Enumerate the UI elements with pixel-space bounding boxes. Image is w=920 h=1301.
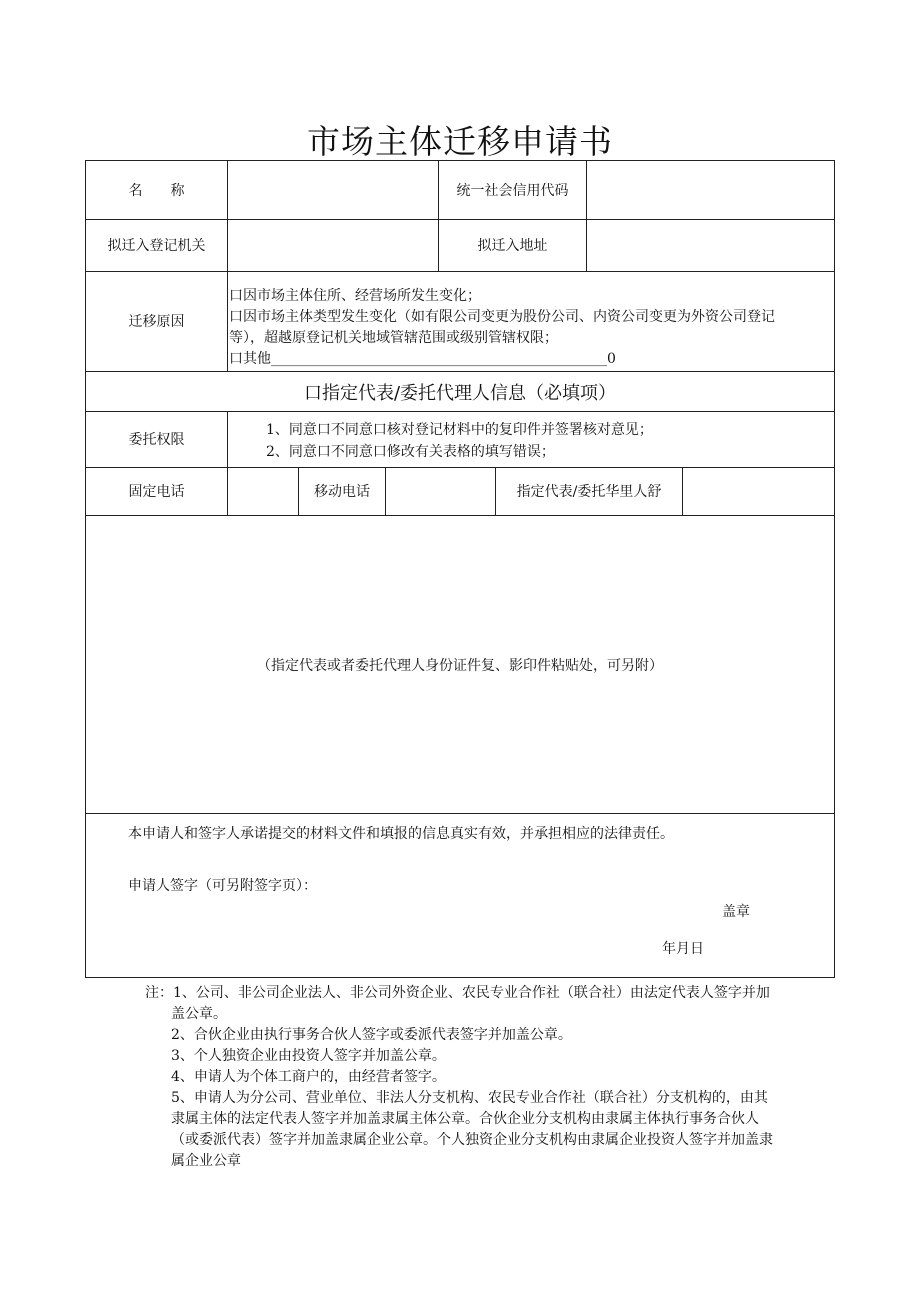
page-title: 市场主体迁移申请书: [307, 122, 613, 161]
id-paste-area-note: （指定代表或者委托代理人身份证件复、影印件粘贴处，可另附）: [257, 658, 663, 674]
designated-label: 指定代表/委托华里人舒: [516, 484, 662, 500]
name-field[interactable]: [228, 161, 438, 219]
notes: [145, 983, 837, 1172]
reason-option-address[interactable]: 口因市场主体住所、经营场所发生变化；: [229, 288, 481, 304]
credit-code-field[interactable]: [587, 161, 834, 219]
agent-section-title: 口指定代表/委托代理人信息（必填项）: [303, 383, 617, 404]
reason-label: 迁移原因: [128, 314, 185, 330]
row-divider: [86, 515, 834, 516]
pledge-statement: 本申请人和签字人承诺提交的材料文件和填报的信息真实有效，并承担相应的法律责任。: [128, 826, 674, 842]
designated-field[interactable]: [683, 467, 834, 515]
stamp-label: 盖章: [722, 904, 750, 920]
target-authority-field[interactable]: [228, 219, 438, 271]
note-5-cont: 属企业公章: [171, 1153, 241, 1169]
target-authority-label: 拟迁入登记机关: [107, 238, 206, 254]
note-5: 5、申请人为分公司、营业单位、非法人分支机构、农民专业合作社（联合社）分支机构的，由其: [171, 1090, 768, 1106]
note-5-cont: 隶属主体的法定代表人签字并加盖隶属主体公章。合伙企业分支机构由隶属主体执行事务合伙人: [171, 1111, 759, 1127]
note-2: 2、合伙企业由执行事务合伙人签字或委派代表签字并加盖公章。: [171, 1027, 572, 1043]
target-address-label: 拟迁入地址: [477, 238, 548, 254]
delegation-options: [266, 419, 653, 463]
target-address-field[interactable]: [587, 219, 834, 271]
note-5-cont: （或委派代表）签字并加盖隶属企业公章。个人独资企业分支机构由隶属企业投资人签字并加盖隶: [171, 1132, 773, 1148]
landline-label: 固定电话: [128, 484, 185, 500]
row-divider: [86, 813, 834, 814]
mobile-field[interactable]: [386, 467, 495, 515]
reason-option-type[interactable]: 口因市场主体类型发生变化（如有限公司变更为股份公司、内资公司变更为外资公司登记: [229, 309, 775, 325]
mobile-label: 移动电话: [314, 484, 370, 500]
credit-code-label: 统一社会信用代码: [456, 183, 569, 199]
note-1-cont: 盖公章。: [171, 1006, 227, 1022]
delegation-option-correct[interactable]: 2、同意口不同意口修改有关表格的填写错误；: [266, 444, 555, 460]
landline-field[interactable]: [228, 467, 298, 515]
reason-option-type-cont: 等），超越原登记机关地域管辖范围或级别管辖权限；: [229, 330, 558, 346]
application-form: [85, 160, 835, 978]
delegation-option-verify[interactable]: 1、同意口不同意口核对登记材料中的复印件并签署核对意见；: [266, 422, 653, 438]
date-label: 年月日: [662, 941, 704, 957]
delegation-label: 委托权限: [128, 432, 185, 448]
name-label: 名 称: [128, 183, 185, 199]
note-3: 3、个人独资企业由投资人签字并加盖公章。: [171, 1048, 446, 1064]
reason-option-other[interactable]: 口其他________________________________________________0: [229, 351, 616, 367]
applicant-signature-label: 申请人签字（可另附签字页）：: [128, 878, 317, 894]
reason-options: [229, 286, 834, 370]
note-1: 注：1、公司、非公司企业法人、非公司外资企业、农民专业合作社（联合社）由法定代表人签字并加: [145, 985, 770, 1001]
row-divider: [86, 371, 834, 372]
note-4: 4、申请人为个体工商户的，由经营者签字。: [171, 1069, 446, 1085]
